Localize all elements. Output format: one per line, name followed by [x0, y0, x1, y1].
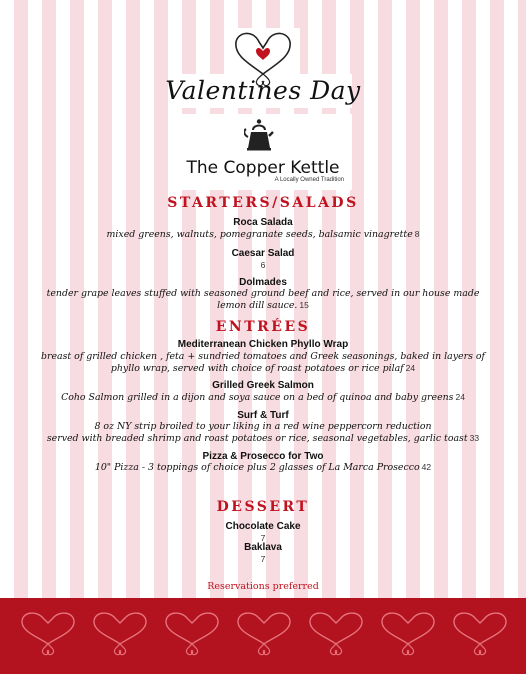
menu-item-name: Grilled Greek Salmon — [212, 380, 314, 391]
menu-item-price: 15 — [299, 299, 309, 310]
menu-item-desc: tender grape leaves stuffed with seasoned ground beef and rice, served in our house made lemon dill sauce. 15 — [46, 288, 480, 311]
footer-band — [0, 598, 526, 681]
section-heading-dessert: DESSERT — [216, 499, 310, 515]
section-heading-starters: STARTERS/SALADS — [167, 195, 359, 211]
menu-item-name: Roca Salada — [233, 217, 293, 228]
kettle-icon — [244, 118, 274, 152]
menu-item-desc: 10" Pizza - 3 toppings of choice plus 2 glasses of La Marca Prosecco 42 — [94, 462, 432, 473]
heart-swirl-icon — [238, 613, 290, 655]
menu-item-name: Dolmades — [239, 277, 287, 288]
menu-item-name: Surf & Turf — [237, 410, 289, 421]
reservations-note: Reservations preferred — [207, 581, 319, 592]
menu-item-price: 7 — [260, 533, 266, 543]
footer-bottom-edge — [0, 674, 526, 681]
menu-item-desc: Coho Salmon grilled in a dijon and soya sauce on a bed of quinoa and baby greens 24 — [61, 392, 465, 403]
heart-swirl-icon — [22, 613, 74, 655]
menu-item-desc: 8 oz NY strip broiled to your liking in a red wine peppercorn reduction served with breaded shrimp and roast potatoes or rice, seasonal vegetables, garlic toast 33 — [46, 421, 480, 444]
menu-item-price: 42 — [421, 462, 432, 472]
brand-tagline: A Locally Owned Tradition — [274, 177, 344, 183]
heart-swirl-icon — [94, 613, 146, 655]
page-title: Valentines Day — [165, 76, 361, 105]
menu-item-name: Caesar Salad — [231, 248, 295, 259]
heart-swirl-icon — [454, 613, 506, 655]
menu-item-name: Baklava — [244, 542, 282, 553]
menu-item-price: 6 — [260, 260, 266, 270]
menu-item-price: 7 — [260, 554, 266, 564]
section-heading-entrees: ENTRÉES — [215, 319, 311, 335]
menu-item-price: 24 — [405, 362, 416, 373]
heart-swirl-icon — [382, 613, 434, 655]
heart-swirl-icon — [310, 613, 362, 655]
menu-item-desc: mixed greens, walnuts, pomegranate seeds, balsamic vinagrette 8 — [106, 229, 420, 240]
menu-item-desc: breast of grilled chicken , feta + sundried tomatoes and Greek seasonings, baked in layers of phyllo wrap, served with choice of roast potatoes or rice pilaf 24 — [41, 351, 485, 374]
footer-hearts — [0, 598, 526, 681]
menu-item-name: Pizza & Prosecco for Two — [202, 451, 324, 462]
menu-item-price: 33 — [469, 432, 480, 443]
menu-item-name: Chocolate Cake — [225, 521, 301, 532]
menu-item-price: 24 — [455, 392, 465, 402]
menu-item-price: 8 — [414, 229, 420, 239]
brand-name: The Copper Kettle — [186, 158, 340, 178]
heart-swirl-icon — [166, 613, 218, 655]
menu-item-name: Mediterranean Chicken Phyllo Wrap — [177, 339, 349, 350]
